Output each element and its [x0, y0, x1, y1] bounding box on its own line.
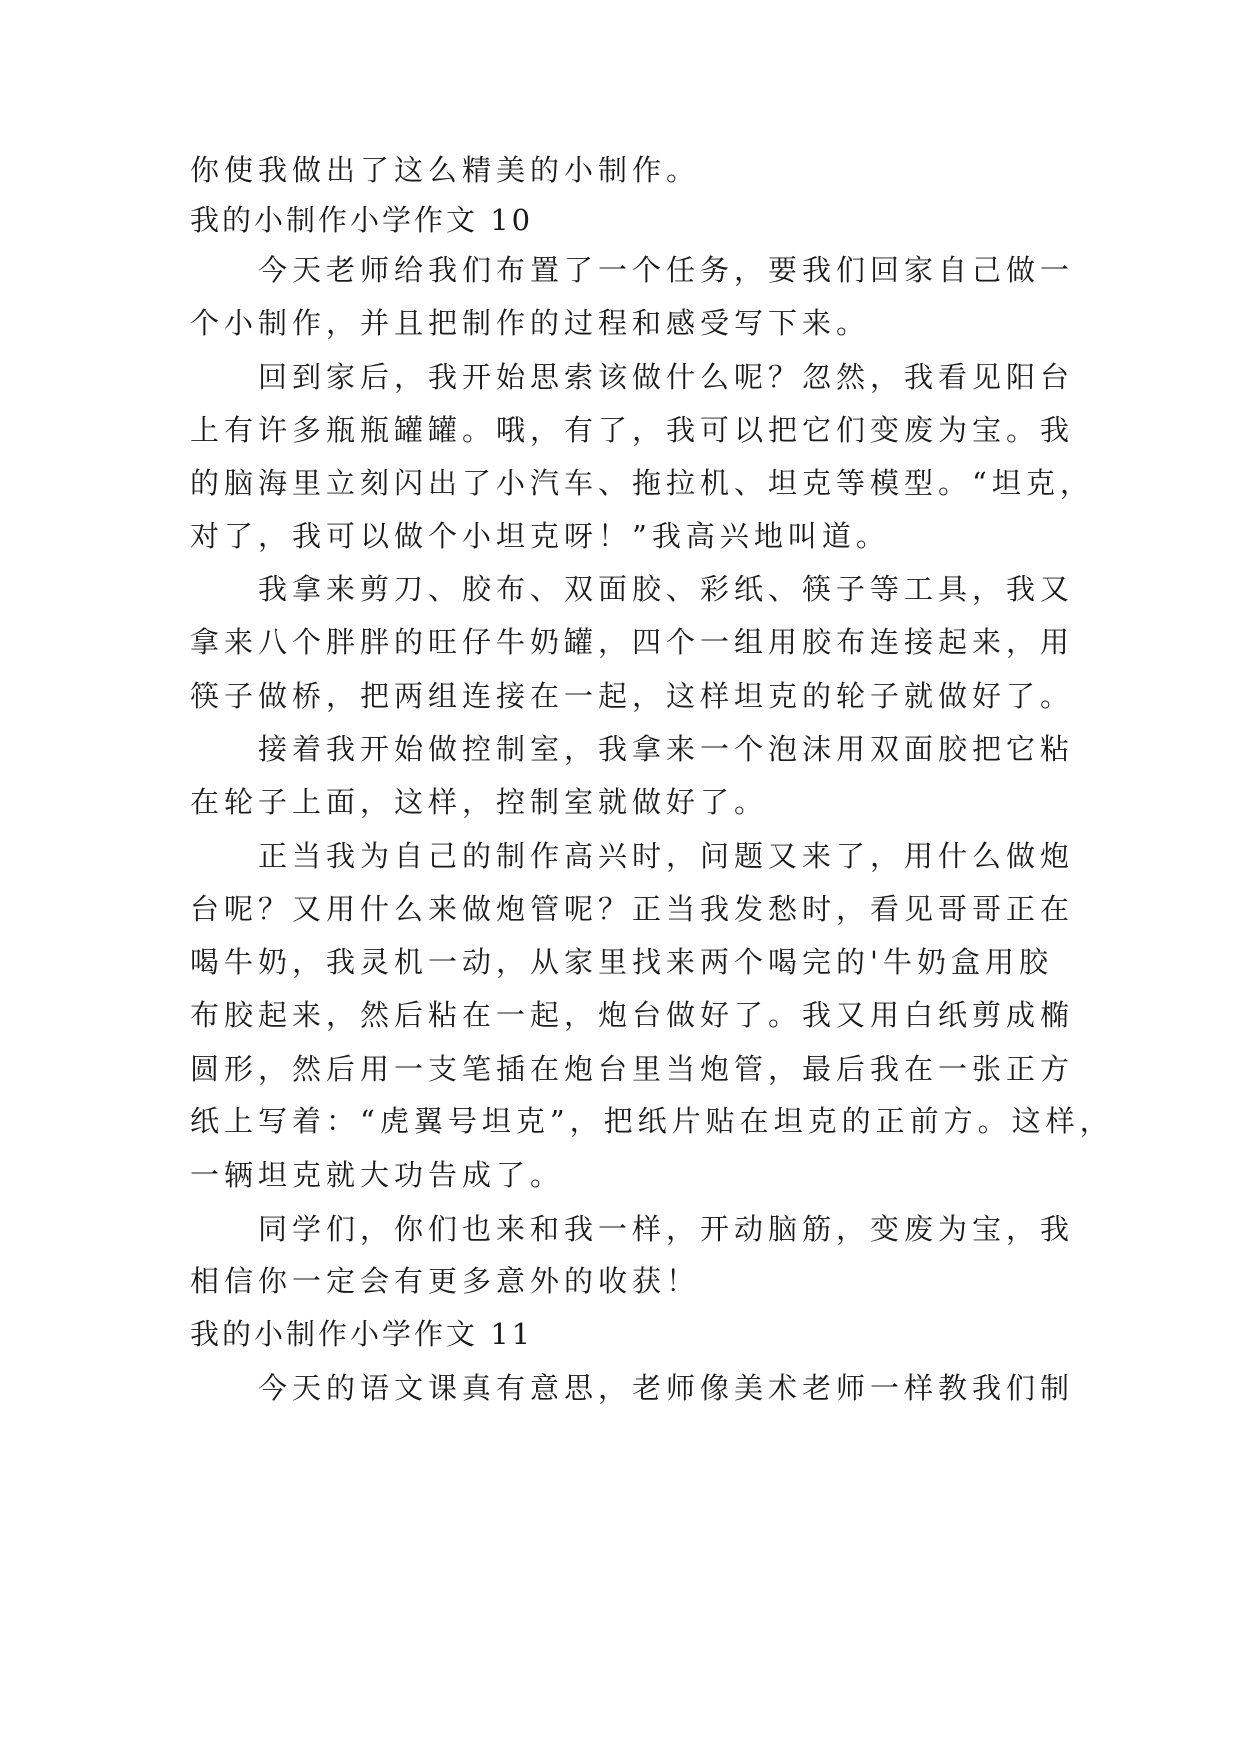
text-line: 拿来八个胖胖的旺仔牛奶罐，四个一组用胶布连接起来，用 — [190, 625, 1075, 659]
text-line: 上有许多瓶瓶罐罐。哦，有了，我可以把它们变废为宝。我 — [190, 413, 1075, 447]
paragraph-first-line: 接着我开始做控制室，我拿来一个泡沫用双面胶把它粘 — [258, 732, 1075, 766]
essay-heading: 我的小制作小学作文 11 — [190, 1317, 534, 1351]
text-line: 布胶起来，然后粘在一起，炮台做好了。我又用白纸剪成椭 — [190, 998, 1075, 1032]
text-line: 筷子做桥，把两组连接在一起，这样坦克的轮子就做好了。 — [190, 679, 1075, 713]
text-line: 在轮子上面，这样，控制室就做好了。 — [190, 785, 769, 819]
essay-heading: 我的小制作小学作文 10 — [190, 203, 534, 237]
text-line: 你使我做出了这么精美的小制作。 — [190, 153, 701, 187]
paragraph-first-line: 今天老师给我们布置了一个任务，要我们回家自己做一 — [258, 253, 1075, 287]
text-line: 对了，我可以做个小坦克呀！”我高兴地叫道。 — [190, 519, 890, 553]
paragraph-first-line: 同学们，你们也来和我一样，开动脑筋，变废为宝，我 — [258, 1212, 1075, 1246]
paragraph-first-line: 今天的语文课真有意思，老师像美术老师一样教我们制 — [258, 1371, 1075, 1405]
text-line: 一辆坦克就大功告成了。 — [190, 1158, 565, 1192]
text-line: 个小制作，并且把制作的过程和感受写下来。 — [190, 306, 871, 340]
text-line: 的脑海里立刻闪出了小汽车、拖拉机、坦克等模型。“坦克， — [190, 466, 1094, 500]
text-line: 台呢？又用什么来做炮管呢？正当我发愁时，看见哥哥正在 — [190, 892, 1075, 926]
text-line: 喝牛奶，我灵机一动，从家里找来两个喝完的'牛奶盒用胶 — [190, 945, 1053, 979]
text-line: 圆形，然后用一支笔插在炮台里当炮管，最后我在一张正方 — [190, 1052, 1075, 1086]
paragraph-first-line: 正当我为自己的制作高兴时，问题又来了，用什么做炮 — [258, 839, 1075, 873]
paragraph-first-line: 我拿来剪刀、胶布、双面胶、彩纸、筷子等工具，我又 — [258, 572, 1075, 606]
paragraph-first-line: 回到家后，我开始思索该做什么呢？忽然，我看见阳台 — [258, 360, 1075, 394]
text-line: 相信你一定会有更多意外的收获！ — [190, 1264, 701, 1298]
text-line: 纸上写着：“虎翼号坦克”，把纸片贴在坦克的正前方。这样， — [190, 1104, 1114, 1138]
